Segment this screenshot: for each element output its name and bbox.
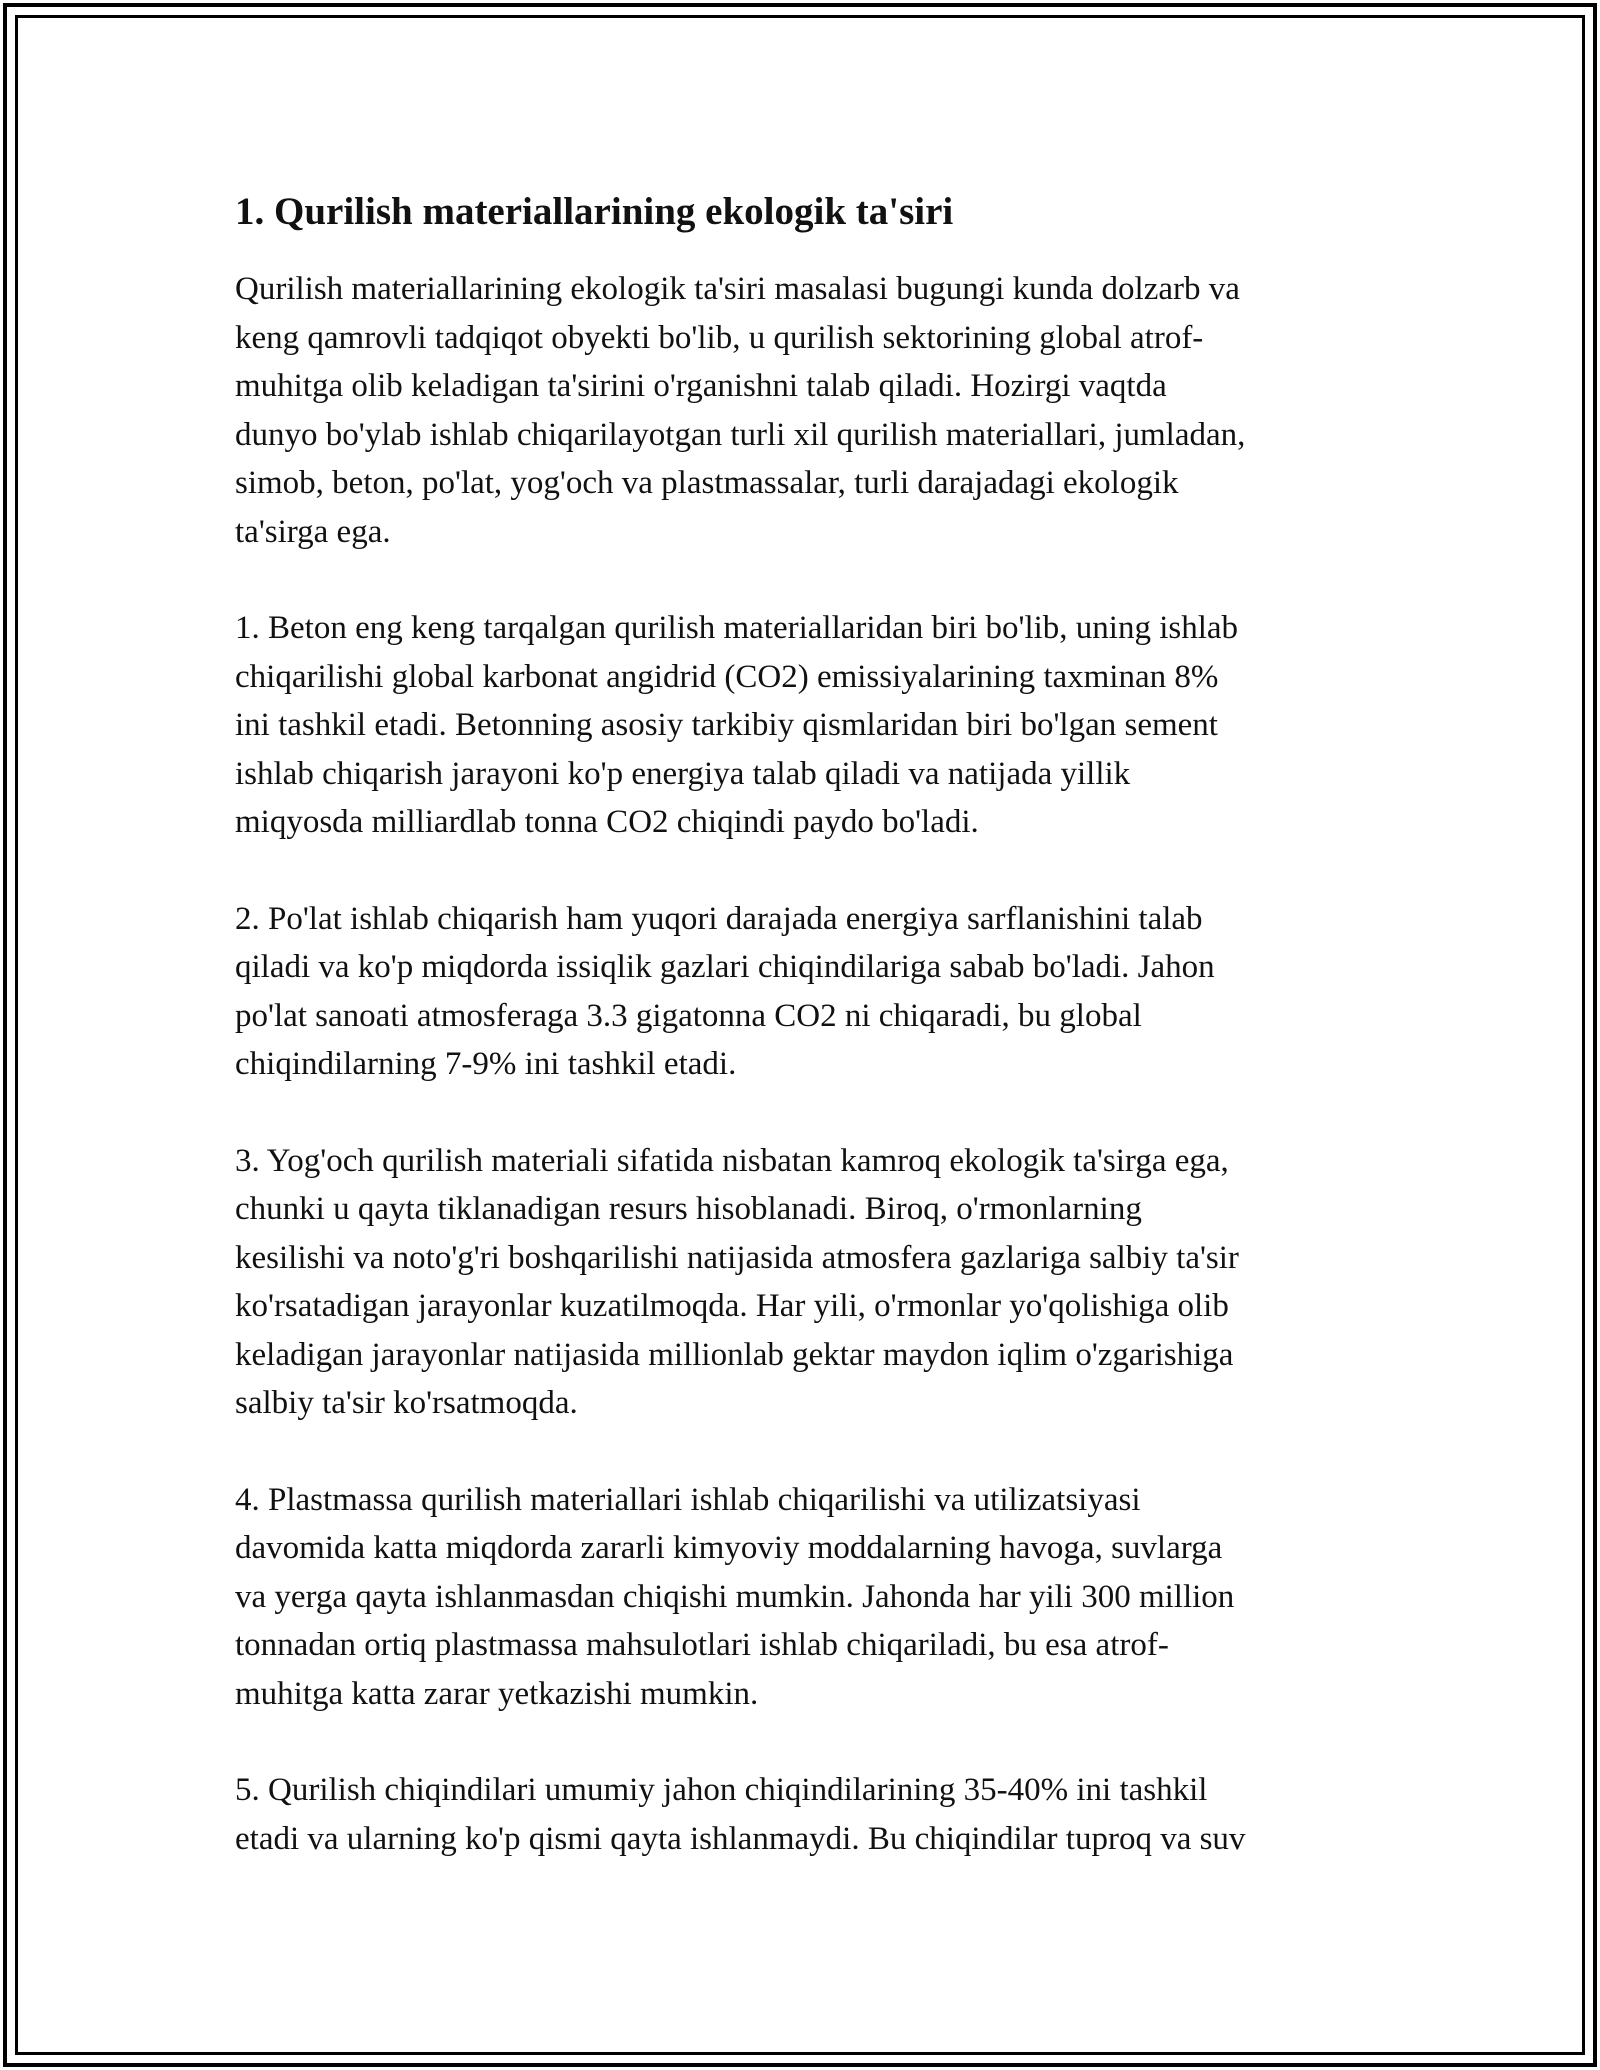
paragraph-wood: 3. Yog'och qurilish materiali sifatida nisbatan kamroq ekologik ta'sirga ega, chunki u qayta tiklanadigan resurs hisoblanadi. Biroq, o'rmonlarning kesilishi va noto'g'ri boshqarilishi natijasida atmosfera gazlariga salbiy ta'sir ko'rsatadigan jarayonlar kuzatilmoqda. Har yili, o'rmonlar yo'qolishiga olib keladigan jarayonlar natijasida millionlab gektar maydon iqlim o'zgarishiga salbiy ta'sir ko'rsatmoqda.	[235, 1142, 1239, 1421]
paragraph-construction-waste: 5. Qurilish chiqindilari umumiy jahon chiqindilarining 35-40% ini tashkil etadi va ularning ko'p qismi qayta ishlanmaydi. Bu chiqindilar tuproq va suv	[235, 1772, 1246, 1857]
section-title: 1. Qurilish materiallarining ekologik ta'siri	[235, 190, 954, 233]
paragraph-plastic: 4. Plastmassa qurilish materiallari ishlab chiqarilishi va utilizatsiyasi davomida katta miqdorda zararli kimyoviy moddalarning havoga, suvlarga va yerga qayta ishlanmasdan chiqishi mumkin. Jahonda har yili 300 million tonnadan ortiq plastmassa mahsulotlari ishlab chiqariladi, bu esa atrof- muhitga katta zarar yetkazishi mumkin.	[235, 1481, 1235, 1712]
paragraph-steel: 2. Po'lat ishlab chiqarish ham yuqori darajada energiya sarflanishini talab qiladi va ko'p miqdorda issiqlik gazlari chiqindilariga sabab bo'ladi. Jahon po'lat sanoati atmosferaga 3.3 gigatonna CO2 ni chiqaradi, bu global chiqindilarning 7-9% ini tashkil etadi.	[235, 900, 1215, 1082]
document-body	[235, 182, 1360, 1863]
paragraph-concrete: 1. Beton eng keng tarqalgan qurilish materiallaridan biri bo'lib, uning ishlab chiqarilishi global karbonat angidrid (CO2) emissiyalarining taxminan 8% ini tashkil etadi. Betonning asosiy tarkibiy qismlaridan biri bo'lgan sement ishlab chiqarish jarayoni ko'p energiya talab qiladi va natijada yillik miqyosda milliardlab tonna CO2 chiqindi paydo bo'ladi.	[235, 610, 1239, 840]
paragraph-intro: Qurilish materiallarining ekologik ta'siri masalasi bugungi kunda dolzarb va keng qamrovli tadqiqot obyekti bo'lib, u qurilish sektorining global atrof- muhitga olib keladigan ta'sirini o'rganishni talab qiladi. Hozirgi vaqtda dunyo bo'ylab ishlab chiqarilayotgan turli xil qurilish materiallari, jumladan, simob, beton, po'lat, yog'och va plastmassalar, turli darajadagi ekologik ta'sirga ega.	[235, 271, 1246, 550]
